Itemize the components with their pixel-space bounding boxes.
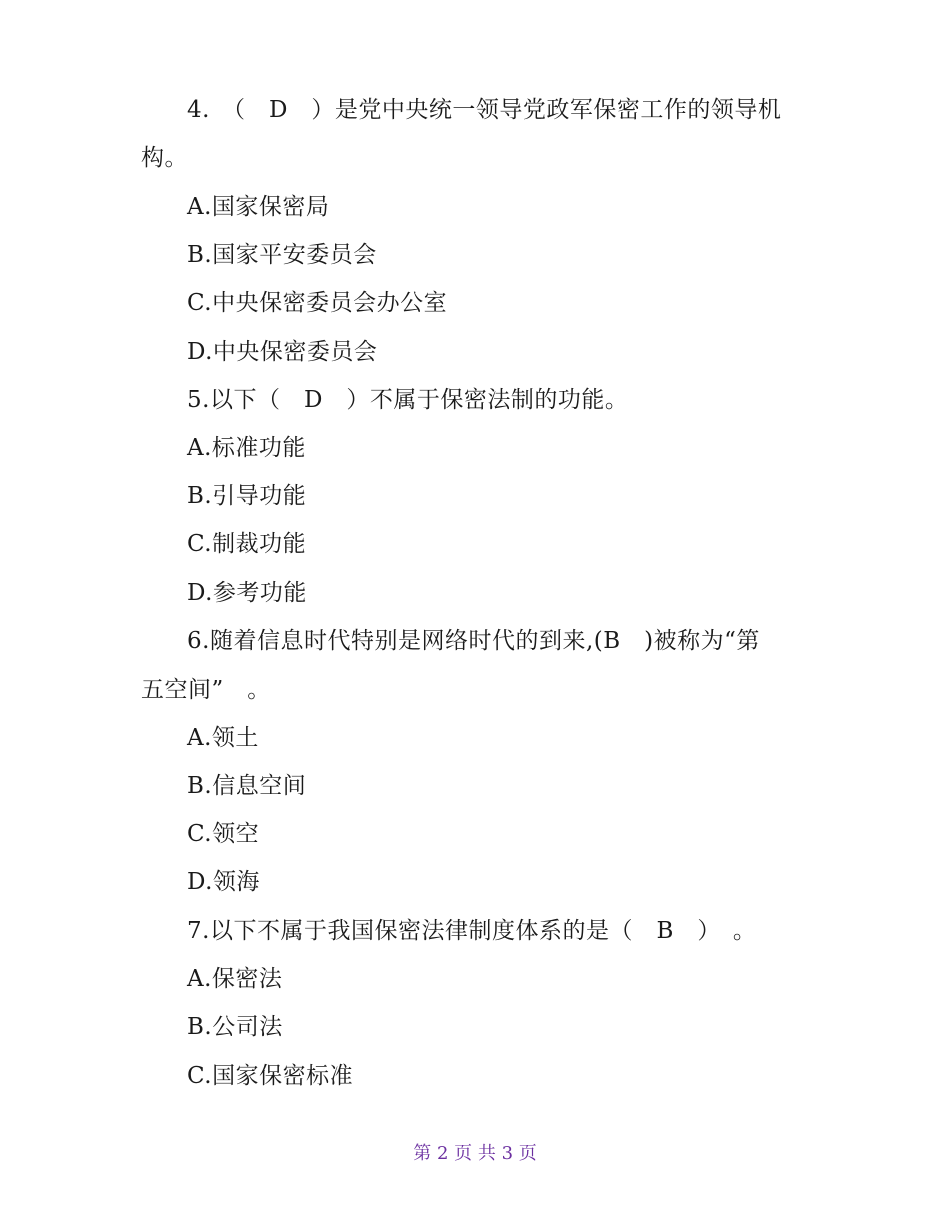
question-6-option-b: B.信息空间 [187,773,307,799]
question-6-option-c: C.领空 [187,821,260,847]
question-6-option-d: D.领海 [187,869,260,895]
question-4-stem-continuation: 构。 [141,145,188,171]
question-7-option-b: B.公司法 [187,1014,283,1040]
question-6-stem-continuation: 五空间” 。 [141,677,271,703]
question-5-option-c: C.制裁功能 [187,531,307,557]
question-4-stem: 4. （ D ）是党中央统一领导党政军保密工作的领导机 [187,97,782,123]
question-6-option-a: A.领土 [187,725,259,751]
question-5-option-d: D.参考功能 [187,580,307,606]
question-7-option-a: A.保密法 [187,966,283,992]
question-5-option-b: B.引导功能 [187,483,307,509]
question-4-option-b: B.国家平安委员会 [187,242,377,268]
question-7-option-c: C.国家保密标准 [187,1063,354,1089]
question-4-option-d: D.中央保密委员会 [187,339,378,365]
question-6-stem: 6.随着信息时代特别是网络时代的到来,(B )被称为“第 [187,628,760,654]
question-7-stem: 7.以下不属于我国保密法律制度体系的是（ B ） 。 [187,918,757,944]
question-4-option-a: A.国家保密局 [187,194,330,220]
question-5-stem: 5.以下（ D ）不属于保密法制的功能。 [187,387,629,413]
question-5-option-a: A.标准功能 [187,435,306,461]
page-number-footer: 第 2 页 共 3 页 [413,1143,537,1164]
question-4-option-c: C.中央保密委员会办公室 [187,290,448,316]
